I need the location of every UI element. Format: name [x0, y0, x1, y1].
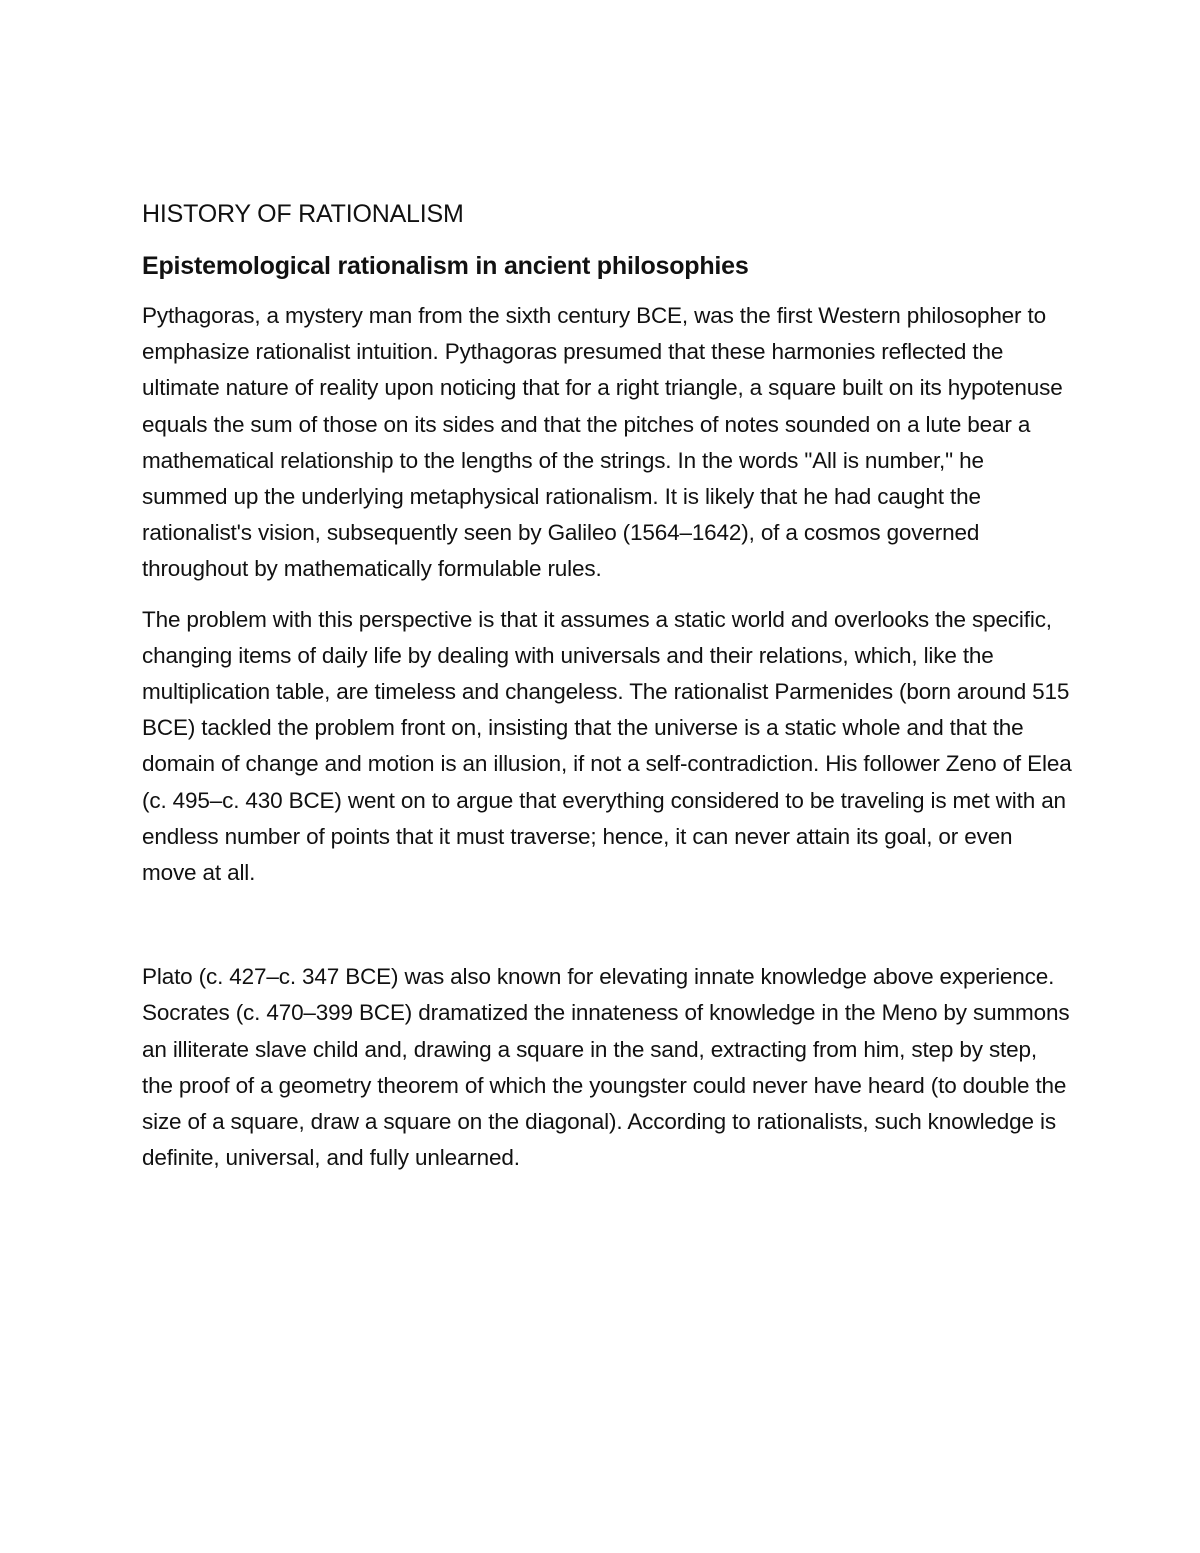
document-body	[142, 196, 1072, 1190]
paragraph-parmenides: The problem with this perspective is that it assumes a static world and overlooks the specific, changing items of daily life by dealing with universals and their relations, which, like the multiplication table, are timeless and changeless. The rationalist Parmenides (born around 515 BCE) tackled the problem front on, insisting that the universe is a static whole and that the domain of change and motion is an illusion, if not a self-contradiction. His follower Zeno of Elea (c. 495–c. 430 BCE) went on to argue that everything considered to be traveling is met with an endless number of points that it must traverse; hence, it can never attain its goal, or even move at all.	[142, 606, 1072, 886]
paragraph-plato: Plato (c. 427–c. 347 BCE) was also known for elevating innate knowledge above experience. Socrates (c. 470–399 BCE) dramatized the innateness of knowledge in the Meno by summons an illiterate slave child and, drawing a square in the sand, extracting from him, step by step, the proof of a geometry theorem of which the youngster could never have heard (to double the size of a square, draw a square on the diagonal). According to rationalists, such knowledge is definite, universal, and fully unlearned.	[142, 964, 1070, 1171]
blank-line	[142, 905, 1072, 959]
section-heading: Epistemological rationalism in ancient philosophies	[142, 252, 749, 280]
document-title: HISTORY OF RATIONALISM	[142, 200, 464, 228]
paragraph-pythagoras: Pythagoras, a mystery man from the sixth century BCE, was the first Western philosopher to emphasize rationalist intuition. Pythagoras presumed that these harmonies reflected the ultimate nature of reality upon noticing that for a right triangle, a square built on its hypotenuse equals the sum of those on its sides and that the pitches of notes sounded on a lute bear a mathematical relationship to the lengths of the strings. In the words "All is number," he summed up the underlying metaphysical rationalism. It is likely that he had caught the rationalist's vision, subsequently seen by Galileo (1564–1642), of a cosmos governed throughout by mathematically formulable rules.	[142, 303, 1063, 582]
